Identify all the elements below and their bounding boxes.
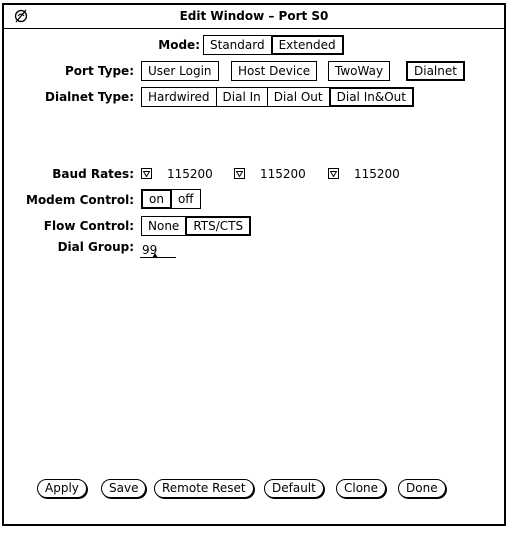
port-type-host-device[interactable]: Host Device (231, 61, 317, 81)
modem-control-off[interactable]: off (171, 189, 201, 209)
mode-option-extended[interactable]: Extended (271, 35, 344, 55)
mode-option-standard[interactable]: Standard (203, 35, 272, 55)
modem-control-label: Modem Control: (26, 193, 134, 207)
done-button[interactable]: Done (398, 479, 446, 498)
dial-group-input[interactable] (140, 242, 176, 258)
dialnet-type-dial-in[interactable]: Dial In (216, 87, 268, 107)
baud-rate-value-2: 115200 (260, 167, 306, 181)
edit-window (2, 3, 506, 526)
clone-button[interactable]: Clone (336, 479, 386, 498)
text-caret-icon (152, 253, 158, 258)
modem-control-on[interactable]: on (141, 189, 172, 209)
baud-rate-value-1: 115200 (167, 167, 213, 181)
title-bar (4, 5, 504, 29)
dialnet-type-choice (141, 87, 414, 107)
dialnet-type-dial-in-out[interactable]: Dial In&Out (329, 87, 414, 107)
flow-control-choice (141, 216, 251, 236)
flow-control-label: Flow Control: (43, 219, 134, 233)
remote-reset-button[interactable]: Remote Reset (154, 479, 254, 498)
flow-control-rts-cts[interactable]: RTS/CTS (185, 216, 251, 236)
window-title: Edit Window – Port S0 (179, 9, 329, 23)
triangle-down-icon (236, 171, 243, 177)
baud-rate-menu-button-3[interactable] (328, 168, 339, 179)
dialnet-type-hardwired[interactable]: Hardwired (141, 87, 217, 107)
port-type-user-login[interactable]: User Login (141, 61, 219, 81)
port-type-label: Port Type: (65, 64, 134, 78)
flow-control-none[interactable]: None (141, 216, 186, 236)
apply-button[interactable]: Apply (37, 479, 87, 498)
port-type-twoway[interactable]: TwoWay (328, 61, 390, 81)
baud-rate-value-3: 115200 (354, 167, 400, 181)
mode-label: Mode: (158, 38, 200, 52)
dialnet-type-dial-out[interactable]: Dial Out (267, 87, 330, 107)
dialnet-type-label: Dialnet Type: (45, 90, 134, 104)
baud-rate-menu-button-2[interactable] (234, 168, 245, 179)
dial-group-label: Dial Group: (57, 240, 134, 254)
triangle-down-icon (330, 171, 337, 177)
triangle-down-icon (143, 171, 150, 177)
default-button[interactable]: Default (264, 479, 324, 498)
baud-rate-menu-button-1[interactable] (141, 168, 152, 179)
mode-choice (203, 35, 344, 55)
modem-control-choice (141, 189, 201, 209)
port-type-dialnet[interactable]: Dialnet (406, 61, 465, 81)
save-button[interactable]: Save (101, 479, 146, 498)
baud-rates-label: Baud Rates: (52, 167, 134, 181)
